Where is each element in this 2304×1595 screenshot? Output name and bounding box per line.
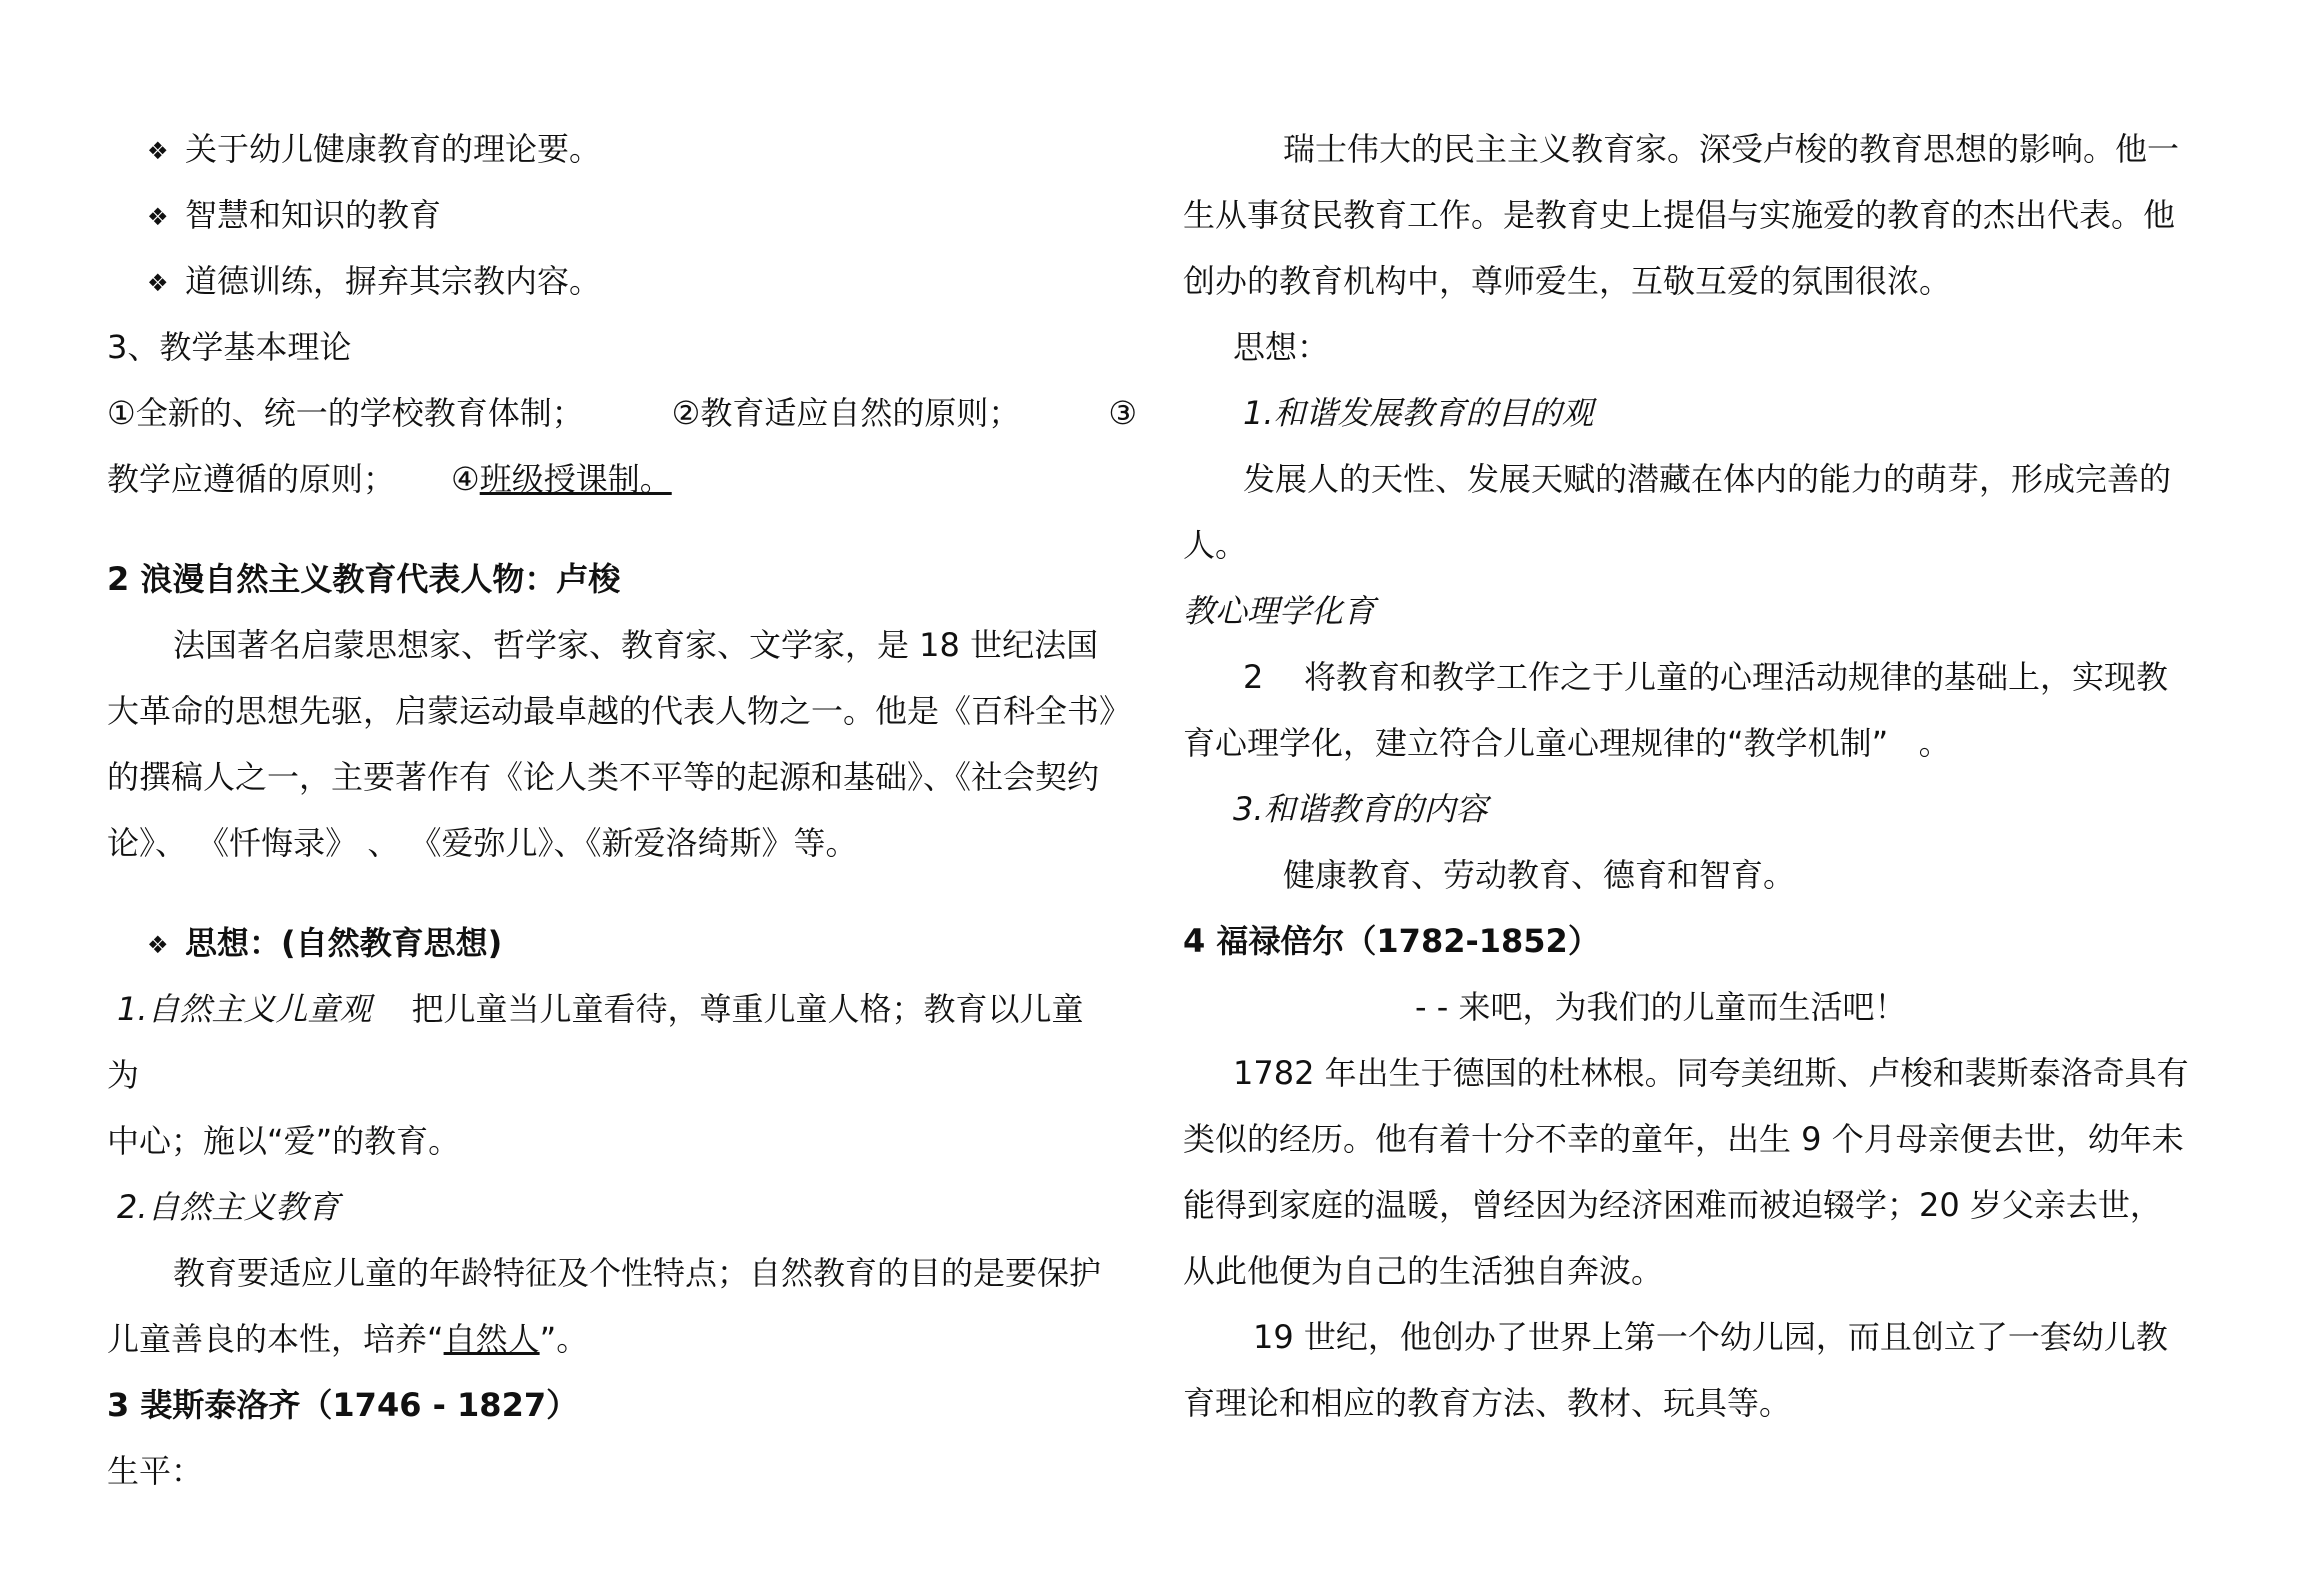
paragraph-text: ”。 — [539, 1320, 589, 1358]
left-column — [107, 116, 1137, 1504]
section-heading: 2 浪漫自然主义教育代表人物：卢梭 — [107, 560, 621, 598]
subheading: 教心理学化育 — [1183, 592, 1376, 630]
paragraph-line: 瑞士伟大的民主主义教育家。深受卢梭的教育思想的影响。他一 — [1283, 130, 2180, 168]
section-heading: 4 福禄倍尔（1782-1852） — [1183, 922, 1600, 960]
right-column — [1183, 116, 2215, 1436]
paragraph-line: 能得到家庭的温暖，曾经因为经济困难而被迫辍学；20 岁父亲去世， — [1183, 1186, 2162, 1224]
paragraph-line: 育心理学化，建立符合儿童心理规律的“教学机制” 。 — [1183, 724, 1951, 762]
paragraph-line: 育理论和相应的教育方法、教材、玩具等。 — [1183, 1384, 1792, 1422]
bullet-item — [107, 182, 1137, 248]
paragraph-line: 类似的经历。他有着十分不幸的童年，出生 9 个月母亲便去世，幼年未 — [1183, 1120, 2184, 1158]
bullet-item — [107, 248, 1137, 314]
bullet-item — [107, 910, 1137, 976]
paragraph-text: 儿童善良的本性，培养“ — [107, 1320, 444, 1358]
paragraph-line: 人。 — [1183, 526, 1248, 564]
principle-item: 班级授课制。 — [479, 460, 672, 498]
subheading: 3.和谐教育的内容 — [1233, 790, 1488, 828]
paragraph-line: 2 将教育和教学工作之于儿童的心理活动规律的基础上，实现教 — [1243, 658, 2169, 696]
principle-number: ④ — [451, 460, 480, 498]
diamond-bullet-icon: ❖ — [147, 269, 169, 297]
paragraph-line: 中心；施以“爱”的教育。 — [107, 1122, 461, 1160]
paragraph-line: 论》、 《忏悔录》 、 《爱弥儿》、《新爱洛绮斯》等。 — [107, 824, 858, 862]
diamond-bullet-icon: ❖ — [147, 931, 169, 959]
principles-line — [107, 446, 1137, 512]
bullet-text: 道德训练，摒弃其宗教内容。 — [185, 262, 602, 300]
paragraph-line: 发展人的天性、发展天赋的潜藏在体内的能力的萌芽，形成完善的 — [1243, 460, 2172, 498]
bullet-item — [107, 116, 1137, 182]
paragraph-line — [107, 976, 1137, 1042]
paragraph-line: 为 — [107, 1056, 140, 1094]
paragraph-line: 从此他便为自己的生活独自奔波。 — [1183, 1252, 1664, 1290]
section-heading: 3 裴斯泰洛齐（1746 - 1827） — [107, 1386, 579, 1424]
paragraph-line: 1782 年出生于德国的杜林根。同夸美纽斯、卢梭和裴斯泰洛奇具有 — [1233, 1054, 2189, 1092]
paragraph-line: 大革命的思想先驱，启蒙运动最卓越的代表人物之一。他是《百科全书》 — [107, 692, 1132, 730]
motto: - - 来吧，为我们的儿童而生活吧！ — [1415, 988, 1907, 1026]
underlined-term: 自然人 — [443, 1320, 540, 1358]
subheading: 1.自然主义儿童观 — [117, 990, 372, 1028]
paragraph-line: 法国著名启蒙思想家、哲学家、教育家、文学家，是 18 世纪法国 — [173, 626, 1099, 664]
subheading: 1.和谐发展教育的目的观 — [1243, 394, 1594, 432]
principle-item: 教学应遵循的原则； — [107, 460, 396, 498]
bullet-text: 关于幼儿健康教育的理论要。 — [185, 130, 602, 168]
paragraph-line: 健康教育、劳动教育、德育和智育。 — [1283, 856, 1796, 894]
paragraph-line: 19 世纪，他创办了世界上第一个幼儿园，而且创立了一套幼儿教 — [1253, 1318, 2168, 1356]
label: 思想： — [1233, 328, 1330, 366]
paragraph-line: 教育要适应儿童的年龄特征及个性特点；自然教育的目的是要保护 — [173, 1254, 1102, 1292]
principle-item: ③ — [1108, 394, 1137, 432]
subheading: 2.自然主义教育 — [117, 1188, 340, 1226]
paragraph-line: 生从事贫民教育工作。是教育史上提倡与实施爱的教育的杰出代表。他 — [1183, 196, 2176, 234]
bullet-text: 智慧和知识的教育 — [185, 196, 442, 234]
section-heading: 3、教学基本理论 — [107, 328, 352, 366]
paragraph-line: 创办的教育机构中，尊师爱生，互敬互爱的氛围很浓。 — [1183, 262, 1952, 300]
paragraph-line: 的撰稿人之一，主要著作有《论人类不平等的起源和基础》、《社会契约 — [107, 758, 1100, 796]
principle-item: ①全新的、统一的学校教育体制； — [107, 394, 584, 432]
bullet-text: 思想：(自然教育思想) — [185, 924, 503, 962]
principles-line — [107, 380, 1137, 446]
diamond-bullet-icon: ❖ — [147, 203, 169, 231]
label: 生平： — [107, 1452, 204, 1490]
paragraph-text: 把儿童当儿童看待，尊重儿童人格；教育以儿童 — [411, 990, 1084, 1028]
paragraph-line — [107, 1306, 1137, 1372]
principle-item: ②教育适应自然的原则； — [671, 394, 1021, 432]
diamond-bullet-icon: ❖ — [147, 137, 169, 165]
